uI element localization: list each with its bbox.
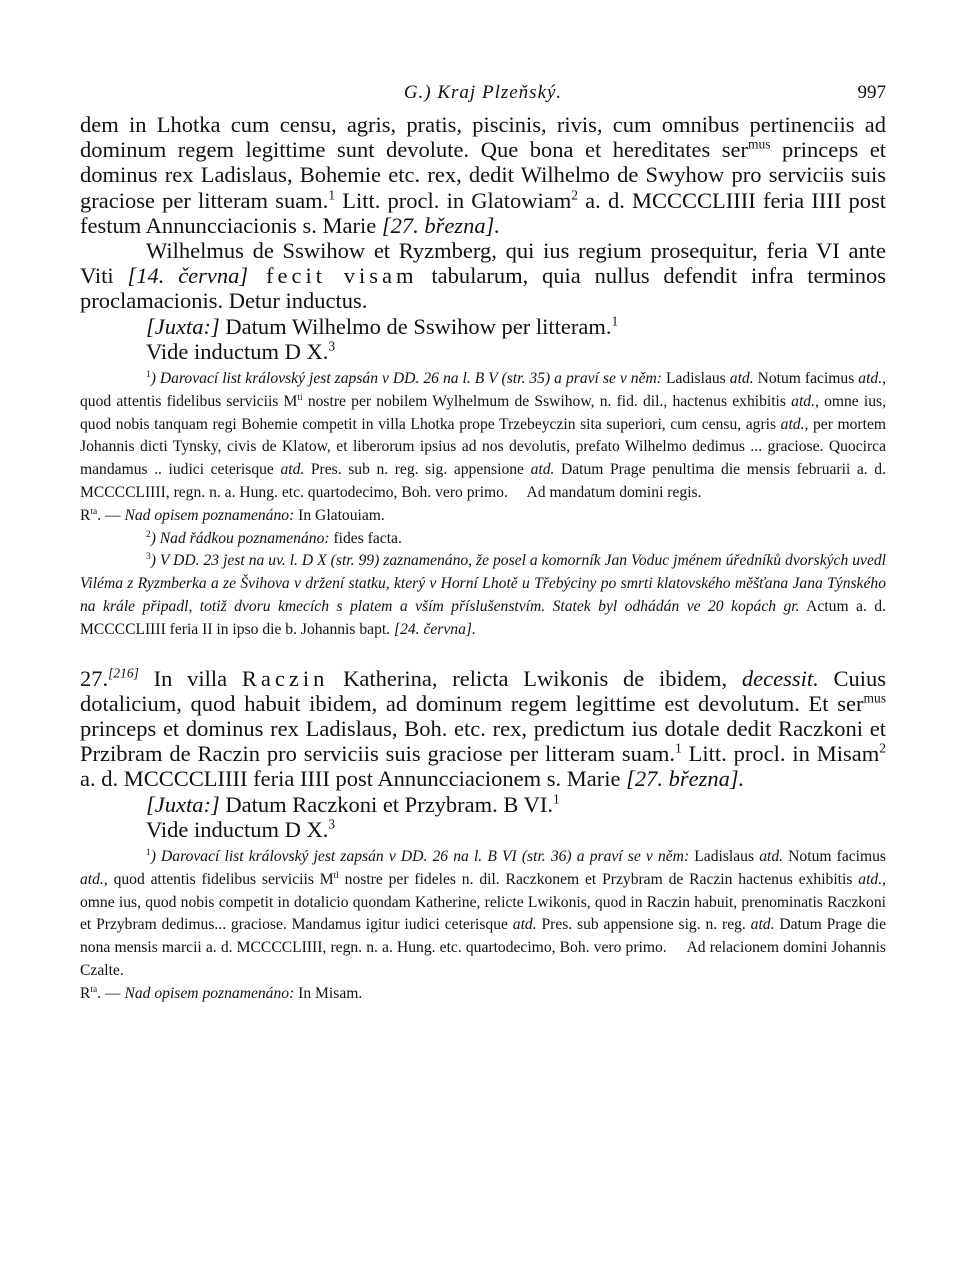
entry-paragraph: [Juxta:] Datum Wilhelmo de Sswihow per litteram.$^1$: [146, 313, 619, 339]
entry-paragraph: Wilhelmus de Sswihow et Ryzmberg, qui ius regium prosequitur, feria VI ante Viti [14. června] fecit visam tabularum, quia nullus defendit infra terminos proclamacionis. Detur inductus.: [80, 238, 887, 314]
footnote: $^1$) Darovací list královský jest zapsán v DD. 26 na l. B VI (str. 36) a praví se v něm: Ladislaus atd. Notum facimus atd., quod attentis fidelibus serviciis $M^{tl}$ nostre per fideles n. dil. Raczkonem et Przybram de Raczin hactenus exhibitis atd., omne ius, quod nobis competit in dotalicio quondam Katherine, relicte Lwikonis, quod in Raczin habuit, prenominatis Raczkoni et Przybram dedimus... graciose. Mandamus igitur iudici ceterisque atd. Pres. sub appensione sig. n. reg. atd. Datum Prage die nona mensis marcii a. d. MCCCCLIIII, regn. n. a. Hung. etc. quartodecimo, Boh. vero primo. Ad relacionem domini Johannis Czalte. $R^{ta}$. — Nad opisem poznamenáno: In Misam.: [80, 847, 886, 1002]
entry-number: 27.: [80, 665, 109, 691]
entry-paragraph: 27.[216] In villa Raczin Katherina, relicta Lwikonis de ibidem, decessit. Cuius dotalicium, quod habuit ibidem, ad dominum regem legittime est devolutum. Et ser$^{mus}$ princeps et dominus rex Ladislaus, Boh. etc. rex, predictum ius dotale dedit Raczkoni et Przibram de Raczin pro serviciis suis graciose per litteram suam.$^1$ Litt. procl. in Misam$^2$ a. d. MCCCCLIIII feria IIII post Annuncciacionem s. Marie [27. března].: [80, 665, 887, 792]
entry-separator: [80, 642, 886, 666]
entry-paragraph: [Juxta:] Datum Raczkoni et Przybram. B VI.$^1$: [146, 791, 560, 817]
footnote: $^2$) Nad řádkou poznamenáno: fides facta.: [146, 529, 402, 547]
entry-paragraph: dem in Lhotka cum censu, agris, pratis, piscinis, rivis, cum omnibus pertinenciis ad dominum regem legittime sunt devolute. Que bona et hereditates ser$^{mus}$ princeps et dominus rex Ladislaus, Bohemie etc. rex, dedit Wilhelmo de Swyhow pro serviciis suis graciose per litteram suam.$^1$ Litt. procl. in Glatowiam$^2$ a. d. MCCCCLIIII feria IIII post festum Annuncciacionis s. Marie [27. března].: [80, 112, 887, 238]
footnote: $^3$) V DD. 23 jest na uv. l. D X (str. 99) zaznamenáno, že posel a komorník Jan Voduc jménem úředníků dvorských uvedl Viléma z Ryzmberka a ze Švihova v držení statku, který v Horní Lhotě u Třebýciny po smrti klatovského měšťana Jana Týnského na krále připadl, totiž dvoru kmecích s platem a vším příslušenstvím. Statek byl odhádán ve 20 kopách gr. Actum a. d. MCCCCLIIII feria II in ipso die b. Johannis bapt. [24. června].: [80, 552, 886, 638]
running-header: [80, 82, 886, 112]
entry-paragraph: Vide inductum D X.$^3$: [146, 338, 336, 364]
footnote: $^1$) Darovací list královský jest zapsán v DD. 26 na l. B V (str. 35) a praví se v něm: Ladislaus atd. Notum facimus atd., quod attentis fidelibus serviciis $M^{ti}$ nostre per nobilem Wylhelmum de Sswihow, n. fid. dil., hactenus exhibitis atd., omne ius, quod nobis tanquam regi Bohemie competit in villa Lhotka prope Trzebeyczin sita superiori, cum censu, agris atd., per mortem Johannis dicti Tynsky, civis de Klatow, et liberorum ipsius ad nos devolutis, prefato Wilhelmo dedimus ... graciose. Quocirca mandamus .. iudici ceterisque atd. Pres. sub n. reg. sig. appensione atd. Datum Prage penultima die mensis februarii a. d. MCCCCLIIII, regn. n. a. Hung. etc. quartodecimo, Boh. vero primo. Ad mandatum domini regis. $R^{ta}$. — Nad opisem poznamenáno: In Glatouiam.: [80, 369, 887, 524]
entry-paragraph: Vide inductum D X.$^3$: [146, 816, 336, 842]
entry-reference: [216]: [108, 665, 139, 681]
document-page: [80, 82, 886, 1006]
page-number: 997: [857, 82, 886, 103]
running-title: G.) Kraj Plzeňský.: [403, 82, 563, 103]
